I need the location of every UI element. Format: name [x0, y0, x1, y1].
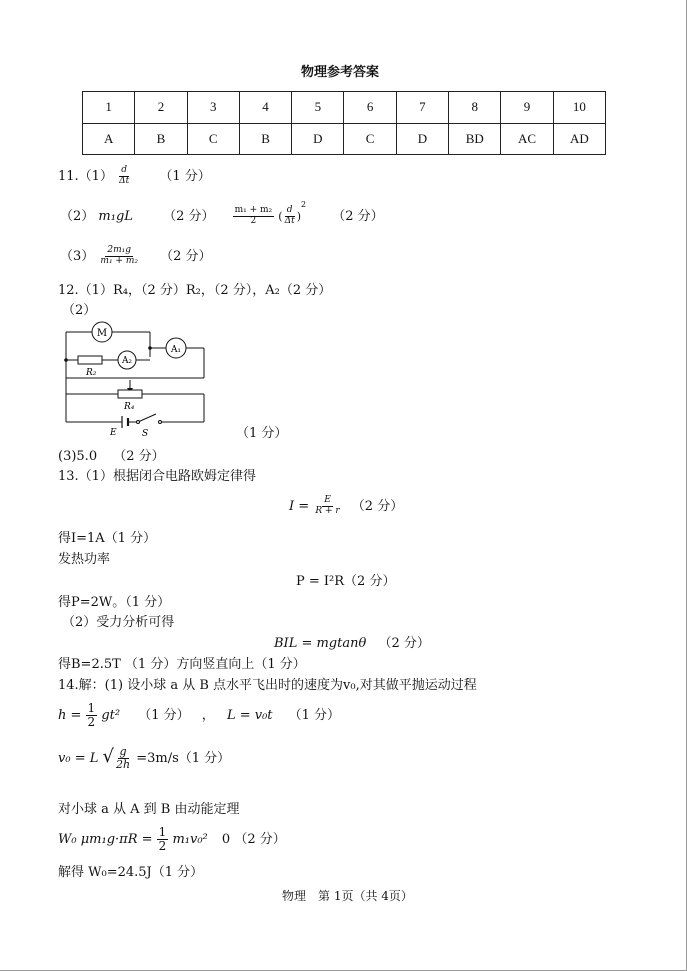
q11-p2-score-a: （2 分） — [163, 208, 215, 224]
q12-part1 — [58, 284, 331, 297]
q14-eq4-tail: m₁v₀² — [172, 832, 208, 848]
q14-eq4-fraction — [157, 826, 169, 853]
q14-eq1-num: 1 — [87, 701, 96, 715]
q12-p2-label: （2） — [62, 303, 97, 318]
q14-eq1-tail: gt² — [101, 708, 121, 724]
q13-eq1-num: E — [324, 495, 331, 505]
answer-letter: D — [292, 123, 344, 155]
q11-p2-inner-fraction — [283, 206, 297, 227]
q11-p3-score: （2 分） — [160, 248, 212, 264]
q11-p1-label: 11.（1） — [58, 168, 113, 184]
q13-eq1-den: R + r — [315, 505, 340, 516]
q12-part3 — [58, 450, 165, 463]
answer-number: 2 — [135, 92, 187, 124]
q14-eq2: L = v₀t — [226, 708, 273, 724]
q11-p1-fraction — [117, 166, 131, 187]
q14-eq4 — [58, 826, 286, 853]
q13-result2: 得P=2W。（1 分） — [58, 595, 171, 610]
resistor-r2-icon — [78, 356, 102, 364]
answer-numbers-row — [83, 92, 606, 124]
answer-number: 9 — [501, 92, 553, 124]
answer-letters-row — [83, 123, 606, 155]
q12-p1-text: R₄，（2 分）R₂，（2 分），A₂（2 分） — [112, 283, 332, 298]
q11-p2-den: 2 — [250, 215, 257, 226]
answer-number: 10 — [553, 92, 605, 124]
q14-eq3-lhs: v₀ = L — [58, 751, 99, 767]
answer-number: 6 — [344, 92, 396, 124]
q11-p3-num: 2m₁g — [107, 245, 132, 255]
q14-eq1-h: h = — [58, 708, 82, 724]
q11-p3-label: （3） — [60, 248, 95, 264]
q14-eq4-zero: 0 — [221, 832, 231, 848]
q12-p2-score: （1 分） — [236, 426, 288, 441]
q13-result3: 得B=2.5T （1 分）方向竖直向上（1 分） — [58, 657, 306, 672]
q11-part3 — [60, 246, 212, 267]
q14-eq3-fraction — [114, 746, 132, 771]
q11-p2-label: （2） — [60, 208, 95, 224]
q13-eq3-expr: BIL = mgtanθ — [274, 636, 367, 651]
q11-part2: （2） m₁gL （2 分） $\frac{\text{m₁ + m₂}}{2}$ ( $\frac{d}{\Delta t}$ )$^2$ （2 分） — [60, 199, 384, 226]
q13-part1: 13.（1）根据闭合电路欧姆定律得 — [58, 469, 256, 484]
q14-eq3: v₀ = L √ $\frac{g}{2h}$ =3m/s（1 分） — [58, 745, 231, 772]
q14-eq4-score: （2 分） — [234, 832, 286, 848]
q11-p1-num: d — [121, 165, 128, 175]
q13-eq2: P = I²R（2 分） — [296, 574, 396, 589]
q13-eq1-score: （2 分） — [351, 498, 404, 514]
label-e: E — [110, 428, 117, 438]
q11-p2-score-b: （2 分） — [332, 208, 384, 224]
q14-eq1-den: 2 — [87, 715, 96, 730]
circuit-diagram — [56, 318, 216, 443]
q14-energy-label: 对小球 a 从 A 到 B 由动能定理 — [58, 802, 240, 817]
label-r2: R₂ — [86, 368, 97, 378]
q13-eq1-lhs: I = — [289, 498, 310, 514]
q11-part1 — [58, 166, 211, 187]
q13-part2: （2）受力分析可得 — [62, 615, 175, 630]
q11-p1-den: Δt — [119, 175, 130, 186]
q14-eq3-den: 2h — [115, 758, 131, 772]
q11-p2-num: m₁ + m₂ — [234, 205, 273, 215]
answer-table — [82, 91, 606, 155]
q11-p2-exp: 2 — [301, 199, 307, 209]
answer-number: 8 — [449, 92, 501, 124]
answer-letter: B — [239, 123, 291, 155]
q14-eq-separator: ， — [201, 708, 215, 724]
q14-eq4-den: 2 — [158, 839, 167, 854]
answer-letter: AC — [501, 123, 553, 155]
q11-p3-den: m₁ + m₂ — [100, 255, 138, 266]
q14-eq-row1 — [58, 702, 340, 729]
q14-eq3-rhs: =3m/s（1 分） — [136, 751, 231, 767]
q13-result1: 得I=1A（1 分） — [58, 531, 157, 546]
answer-number: 3 — [187, 92, 239, 124]
q14-eq2-score: （1 分） — [288, 708, 341, 724]
q12-p1-label: 12.（1） — [58, 283, 113, 298]
answer-letter: C — [187, 123, 239, 155]
q11-p2-fraction — [233, 206, 275, 227]
answer-letter: BD — [449, 123, 501, 155]
q14-eq1-score: （1 分） — [138, 708, 190, 724]
q13-heat-label: 发热功率 — [58, 552, 111, 567]
rheostat-r4-icon — [118, 390, 142, 398]
label-s: S — [142, 429, 149, 439]
answer-number: 5 — [292, 92, 344, 124]
q11-p3-fraction — [98, 246, 140, 267]
switch-contact-icon — [159, 421, 162, 424]
q11-p2-expr: m₁gL — [98, 208, 133, 224]
label-a2: A₂ — [121, 356, 133, 366]
q13-eq1-fraction — [313, 496, 341, 517]
q13-eq1 — [289, 496, 403, 517]
q14-eq3-num: g — [119, 745, 127, 758]
q14-eq4-lhs: W₀ μm₁g·πR = — [58, 832, 153, 848]
q13-eq3 — [274, 637, 430, 650]
q11-p2-inner-num: d — [286, 205, 293, 215]
page-footer: 物理 第 1页（共 4页） — [282, 889, 413, 903]
label-m: M — [96, 328, 108, 339]
label-r4: R₄ — [124, 402, 135, 412]
label-a1: A₁ — [170, 345, 182, 355]
q14-eq4-num: 1 — [158, 825, 167, 839]
switch-contact-icon — [137, 421, 140, 424]
junction-dot-icon — [148, 346, 152, 350]
page-title: 物理参考答案 — [301, 65, 380, 80]
q11-p2-inner-den: Δt — [284, 215, 295, 226]
answer-number: 1 — [83, 92, 135, 124]
q13-eq3-score: （2 分） — [378, 636, 430, 651]
q12-p3-text: (3)5.0 — [58, 449, 98, 464]
answer-number: 7 — [396, 92, 448, 124]
answer-letter: B — [135, 123, 187, 155]
answer-letter: A — [83, 123, 135, 155]
answer-letter: AD — [553, 123, 605, 155]
q11-p1-score: （1 分） — [159, 168, 211, 184]
q14-eq1-fraction — [86, 702, 98, 729]
answer-number: 4 — [239, 92, 291, 124]
answer-letter: C — [344, 123, 396, 155]
q14-intro: 14.解：(1) 设小球 a 从 B 点水平飞出时的速度为v₀,对其做平抛运动过程 — [58, 678, 477, 693]
answer-letter: D — [396, 123, 448, 155]
q12-p3-score: （2 分） — [113, 449, 165, 464]
q14-result: 解得 W₀=24.5J（1 分） — [58, 865, 204, 880]
junction-dot-icon — [64, 358, 68, 362]
